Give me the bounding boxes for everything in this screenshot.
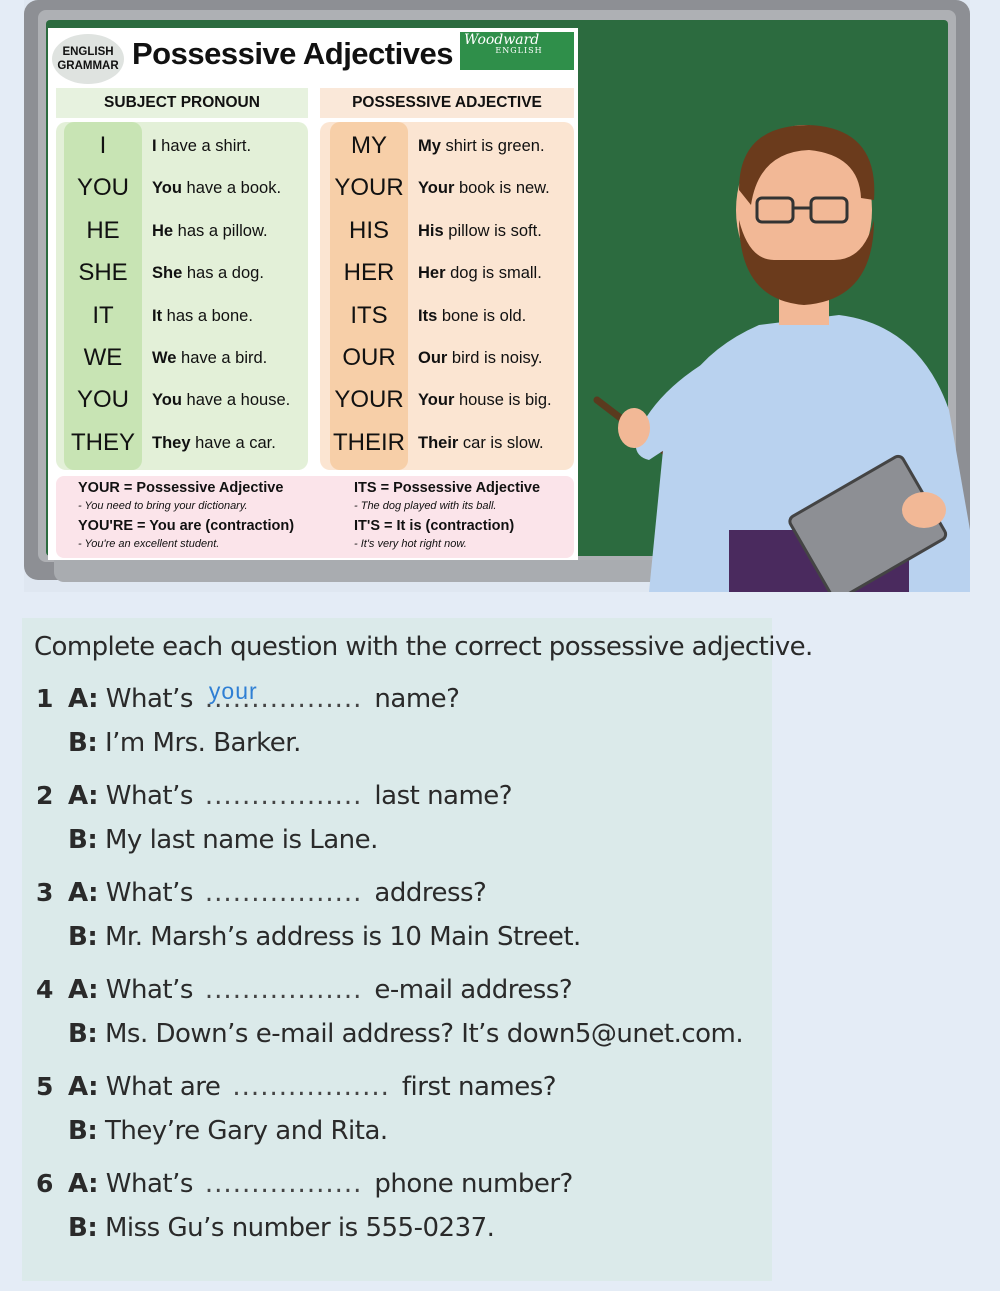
teacher-illustration (589, 110, 970, 592)
possessive-adjective: OUR (342, 344, 396, 371)
example-sentence: You have a book. (152, 179, 282, 198)
example-sentence: It has a bone. (152, 306, 253, 325)
subject-pronoun: THEY (70, 428, 135, 456)
chart-title: Possessive Adjectives (132, 36, 453, 71)
question-line-a: A: What are ................. first names? (68, 1072, 557, 1102)
example-sentence: I have a shirt. (152, 137, 252, 155)
example-sentence: We have a bird. (152, 349, 268, 367)
answer-blank: ................. (232, 1072, 390, 1102)
example-sentence: Our bird is noisy. (418, 349, 543, 367)
question-line-b: B: Ms. Down’s e-mail address? It’s down5@unet.com. (68, 1019, 744, 1049)
subject-pronoun: HE (86, 216, 120, 244)
illustration (24, 0, 970, 592)
answer-input[interactable] (209, 967, 305, 997)
answer-input[interactable] (236, 1064, 332, 1094)
english-grammar-badge: ENGLISH GRAMMAR (52, 34, 124, 84)
example-sentence: Your book is new. (418, 179, 550, 198)
possessive-adjective: YOUR (334, 174, 404, 202)
possessive-adjective: ITS (350, 301, 388, 329)
possessive-adjective: THEIR (333, 428, 405, 456)
note-your: YOUR = Possessive Adjective (78, 480, 284, 496)
example-sentence: You have a house. (152, 391, 291, 410)
possessive-adjective-header: POSSESSIVE ADJECTIVE (320, 88, 574, 118)
question-line-b: B: Miss Gu’s number is 555-0237. (68, 1213, 495, 1243)
question-line-a: A: What’s ................. e-mail address? (68, 975, 573, 1005)
question-number: 1 (36, 684, 54, 713)
note-its: ITS = Possessive Adjective (354, 480, 541, 496)
possessive-adjective: HER (343, 259, 395, 287)
answer-blank: ................. (204, 975, 363, 1005)
answer-blank: ................. (204, 878, 363, 908)
grammar-chart (48, 28, 578, 560)
question-line-a: A: What’s ................. phone number? (68, 1169, 573, 1199)
example-sentence: Her dog is small. (418, 264, 542, 283)
notes-box: YOUR = Possessive Adjective - You need to bring your dictionary. YOU'RE = You are (contraction) - You're an excellent student. ITS = Possessive Adjective - The dog played with its ball. IT'S = It is (contraction) - It's very hot right now. (56, 476, 574, 558)
example-sentence: Your house is big. (418, 391, 552, 410)
example-sentence: They have a car. (152, 433, 276, 452)
question-number: 5 (36, 1072, 54, 1101)
subject-pronoun: IT (92, 301, 114, 329)
question-number: 3 (36, 878, 54, 907)
subject-pronoun: WE (83, 344, 123, 371)
instructions: Complete each question with the correct possessive adjective. (34, 632, 813, 662)
example-sentence: She has a dog. (152, 264, 264, 283)
example-sentence: He has a pillow. (152, 221, 268, 240)
answer-input[interactable] (209, 870, 305, 900)
note-youre: YOU'RE = You are (contraction) (78, 518, 295, 534)
example-sentence: Its bone is old. (418, 306, 527, 325)
question-number: 2 (36, 781, 54, 810)
answer-input[interactable] (209, 676, 305, 706)
possessive-adjective: HIS (348, 216, 389, 244)
question-line-b: B: Mr. Marsh’s address is 10 Main Street. (68, 922, 581, 952)
note-it-s: IT'S = It is (contraction) (354, 518, 515, 534)
question-line-a: A: What’s ................. name? (68, 684, 460, 714)
brand-logo: Woodward ENGLISH (460, 32, 574, 70)
exercise-panel (22, 618, 813, 1281)
possessive-adjective: YOUR (334, 386, 404, 414)
question-line-a: A: What’s ................. last name? (68, 781, 513, 811)
question-number: 4 (36, 975, 54, 1004)
question-number: 6 (36, 1169, 54, 1198)
answer-input[interactable] (209, 1161, 305, 1191)
example-sentence: My shirt is green. (418, 137, 545, 155)
subject-pronoun: SHE (78, 259, 128, 287)
answer-blank: ................. (204, 684, 363, 714)
possessive-adjective: MY (351, 132, 387, 159)
example-sentence: Their car is slow. (418, 433, 544, 452)
subject-pronoun-header: SUBJECT PRONOUN (56, 88, 308, 118)
answer-blank: ................. (204, 781, 363, 811)
question-line-a: A: What’s ................. address? (68, 878, 487, 908)
answer-input[interactable] (209, 773, 305, 803)
question-line-b: B: My last name is Lane. (68, 825, 378, 855)
example-sentence: His pillow is soft. (418, 221, 542, 240)
question-line-b: B: They’re Gary and Rita. (68, 1116, 388, 1146)
subject-pronoun: I (99, 132, 107, 159)
subject-pronoun: YOU (76, 386, 129, 414)
question-line-b: B: I’m Mrs. Barker. (68, 728, 301, 758)
subject-pronoun: YOU (76, 174, 129, 202)
answer-blank: ................. (204, 1169, 363, 1199)
